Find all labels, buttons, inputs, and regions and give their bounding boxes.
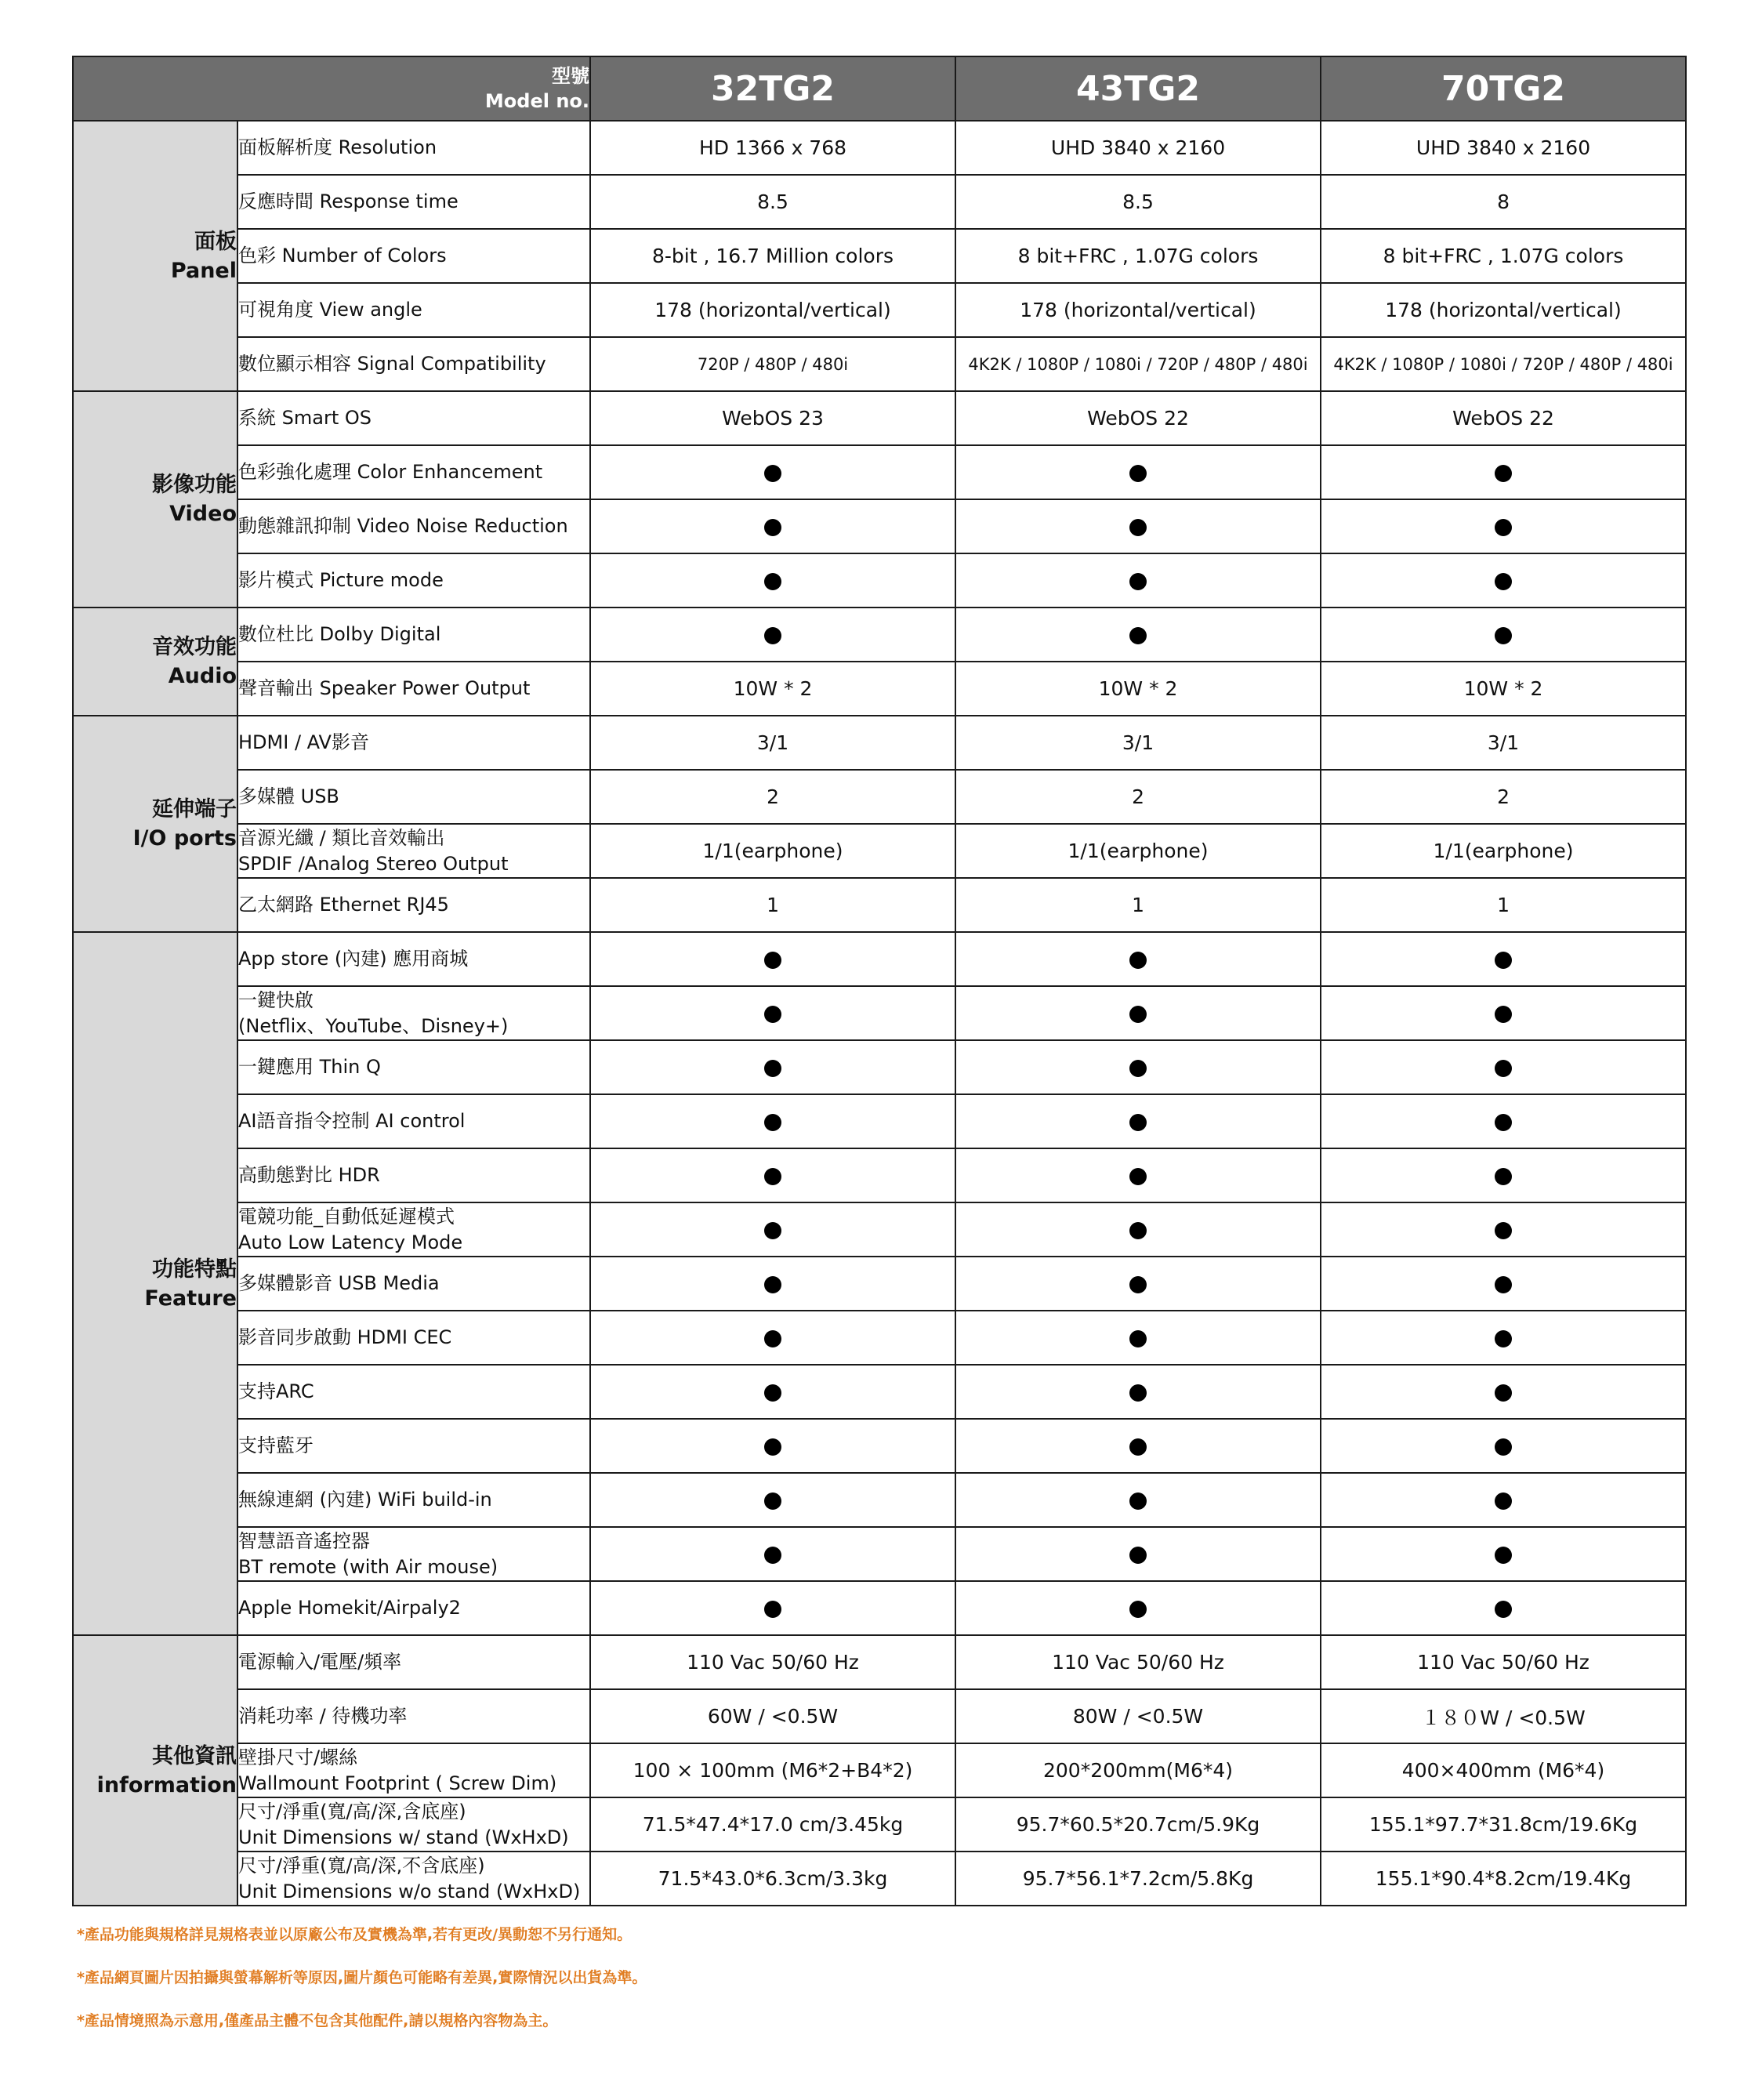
feature-label xyxy=(237,1148,590,1202)
supported-dot-icon xyxy=(1129,573,1147,590)
model-43tg2: 43TG2 xyxy=(955,56,1321,121)
spec-value xyxy=(590,1527,955,1581)
spec-value xyxy=(590,1148,955,1202)
spec-value: 10W * 2 xyxy=(590,662,955,716)
supported-dot-icon xyxy=(764,1006,781,1023)
category-cell xyxy=(73,1635,237,1906)
spec-value: １８０W / <0.5W xyxy=(1321,1689,1686,1743)
feature-label-line: 尺寸/淨重(寬/高/深,含底座) xyxy=(238,1800,466,1823)
spec-value: WebOS 23 xyxy=(590,391,955,445)
spec-value xyxy=(955,1094,1321,1148)
spec-value: 400×400mm (M6*4) xyxy=(1321,1743,1686,1797)
supported-dot-icon xyxy=(764,627,781,644)
feature-label-line: 乙太網路 Ethernet RJ45 xyxy=(238,894,449,916)
supported-dot-icon xyxy=(1495,1330,1512,1347)
spec-value: 3/1 xyxy=(590,716,955,770)
spec-value xyxy=(955,1040,1321,1094)
spec-value: 8 bit+FRC , 1.07G colors xyxy=(1321,229,1686,283)
category-cell xyxy=(73,121,237,391)
spec-row xyxy=(73,932,1686,986)
spec-value: 178 (horizontal/vertical) xyxy=(1321,283,1686,337)
spec-value xyxy=(955,553,1321,608)
spec-row xyxy=(73,1202,1686,1257)
footnotes xyxy=(77,1924,1566,2054)
supported-dot-icon xyxy=(1129,1060,1147,1077)
spec-value xyxy=(1321,445,1686,499)
spec-value: 3/1 xyxy=(955,716,1321,770)
spec-value: 155.1*97.7*31.8cm/19.6Kg xyxy=(1321,1797,1686,1852)
feature-label-line: 面板解析度 Resolution xyxy=(238,136,437,158)
supported-dot-icon xyxy=(1129,1222,1147,1239)
spec-value xyxy=(1321,1094,1686,1148)
feature-label-line: 壁掛尺寸/螺絲 xyxy=(238,1746,358,1768)
spec-value: 110 Vac 50/60 Hz xyxy=(1321,1635,1686,1689)
category-cell xyxy=(73,716,237,932)
spec-value: 3/1 xyxy=(1321,716,1686,770)
spec-value xyxy=(1321,608,1686,662)
supported-dot-icon xyxy=(1495,952,1512,969)
spec-value xyxy=(955,1202,1321,1257)
category-name-zh: 音效功能 xyxy=(152,635,237,659)
feature-label-line: 電競功能_自動低延遲模式 xyxy=(238,1205,455,1228)
feature-label xyxy=(237,1094,590,1148)
spec-row xyxy=(73,770,1686,824)
spec-value xyxy=(955,445,1321,499)
spec-value xyxy=(1321,1257,1686,1311)
supported-dot-icon xyxy=(1495,465,1512,482)
spec-value: 1/1(earphone) xyxy=(1321,824,1686,878)
feature-label-line: 可視角度 View angle xyxy=(238,299,422,321)
spec-row xyxy=(73,499,1686,553)
spec-value: 95.7*60.5*20.7cm/5.9Kg xyxy=(955,1797,1321,1852)
spec-value: HD 1366 x 768 xyxy=(590,121,955,175)
spec-value xyxy=(955,1257,1321,1311)
category-name-en: Audio xyxy=(168,664,237,688)
feature-label xyxy=(237,1797,590,1852)
feature-label-line: 一鍵應用 Thin Q xyxy=(238,1056,381,1078)
supported-dot-icon xyxy=(764,1547,781,1564)
supported-dot-icon xyxy=(764,1222,781,1239)
spec-row xyxy=(73,1148,1686,1202)
spec-row xyxy=(73,608,1686,662)
feature-label-line: 支持ARC xyxy=(238,1380,314,1402)
feature-label-line: 高動態對比 HDR xyxy=(238,1164,380,1186)
spec-value: 2 xyxy=(1321,770,1686,824)
spec-value xyxy=(590,553,955,608)
supported-dot-icon xyxy=(764,1060,781,1077)
feature-label xyxy=(237,932,590,986)
spec-value xyxy=(955,499,1321,553)
feature-label xyxy=(237,1635,590,1689)
feature-label xyxy=(237,229,590,283)
spec-value xyxy=(1321,1311,1686,1365)
spec-value xyxy=(1321,1148,1686,1202)
spec-value: 4K2K / 1080P / 1080i / 720P / 480P / 480i xyxy=(1321,337,1686,391)
feature-label-line: Wallmount Footprint ( Screw Dim) xyxy=(238,1772,557,1794)
category-name-zh: 影像功能 xyxy=(152,473,237,497)
spec-value xyxy=(1321,932,1686,986)
spec-row xyxy=(73,662,1686,716)
feature-label-line: 數位顯示相容 Signal Compatibility xyxy=(238,353,546,375)
supported-dot-icon xyxy=(1129,627,1147,644)
supported-dot-icon xyxy=(1129,1601,1147,1618)
feature-label xyxy=(237,553,590,608)
spec-value: 71.5*47.4*17.0 cm/3.45kg xyxy=(590,1797,955,1852)
supported-dot-icon xyxy=(764,1168,781,1185)
supported-dot-icon xyxy=(764,1438,781,1456)
spec-value: 10W * 2 xyxy=(955,662,1321,716)
spec-value xyxy=(1321,1365,1686,1419)
feature-label-line: BT remote (with Air mouse) xyxy=(238,1555,498,1578)
footnote: *產品情境照為示意用,僅產品主體不包含其他配件,請以規格內容物為主。 xyxy=(77,2012,558,2029)
feature-label xyxy=(237,1473,590,1527)
feature-label xyxy=(237,1311,590,1365)
category-cell xyxy=(73,391,237,608)
category-name-zh: 功能特點 xyxy=(152,1257,237,1282)
spec-value xyxy=(590,1419,955,1473)
spec-value xyxy=(590,1094,955,1148)
feature-label-line: 反應時間 Response time xyxy=(238,190,459,212)
feature-label-line: 系統 Smart OS xyxy=(238,407,372,429)
spec-row xyxy=(73,121,1686,175)
supported-dot-icon xyxy=(764,1492,781,1510)
spec-value xyxy=(590,1202,955,1257)
feature-label-line: 智慧語音遙控器 xyxy=(238,1529,370,1552)
spec-value xyxy=(590,932,955,986)
spec-value xyxy=(590,986,955,1040)
supported-dot-icon xyxy=(1129,1438,1147,1456)
spec-value xyxy=(955,1527,1321,1581)
supported-dot-icon xyxy=(1495,1384,1512,1402)
feature-label xyxy=(237,1852,590,1906)
spec-value: 1 xyxy=(955,878,1321,932)
feature-label xyxy=(237,121,590,175)
spec-value: 1/1(earphone) xyxy=(955,824,1321,878)
supported-dot-icon xyxy=(764,1384,781,1402)
spec-value xyxy=(955,1419,1321,1473)
spec-value xyxy=(955,1581,1321,1635)
feature-label-line: 多媒體 USB xyxy=(238,785,339,807)
spec-value: 100 × 100mm (M6*2+B4*2) xyxy=(590,1743,955,1797)
feature-label xyxy=(237,770,590,824)
feature-label-line: AI語音指令控制 AI control xyxy=(238,1110,466,1132)
feature-label xyxy=(237,1257,590,1311)
spec-row xyxy=(73,1527,1686,1581)
feature-label-line: HDMI / AV影音 xyxy=(238,731,369,753)
feature-label xyxy=(237,175,590,229)
feature-label xyxy=(237,1527,590,1581)
spec-value xyxy=(1321,1527,1686,1581)
supported-dot-icon xyxy=(1495,1547,1512,1564)
spec-value xyxy=(590,499,955,553)
feature-label xyxy=(237,1202,590,1257)
spec-value: 720P / 480P / 480i xyxy=(590,337,955,391)
spec-value: 10W * 2 xyxy=(1321,662,1686,716)
supported-dot-icon xyxy=(1129,465,1147,482)
spec-value xyxy=(1321,1040,1686,1094)
spec-value: 155.1*90.4*8.2cm/19.4Kg xyxy=(1321,1852,1686,1906)
supported-dot-icon xyxy=(764,1601,781,1618)
spec-value xyxy=(955,1473,1321,1527)
spec-row xyxy=(73,1094,1686,1148)
feature-label xyxy=(237,1581,590,1635)
footnote: *產品功能與規格詳見規格表並以原廠公布及實機為準,若有更改/異動恕不另行通知。 xyxy=(77,1926,633,1943)
spec-value: 178 (horizontal/vertical) xyxy=(590,283,955,337)
supported-dot-icon xyxy=(1495,1492,1512,1510)
spec-row xyxy=(73,716,1686,770)
supported-dot-icon xyxy=(1495,519,1512,536)
model-70tg2: 70TG2 xyxy=(1321,56,1686,121)
spec-value: 8 bit+FRC , 1.07G colors xyxy=(955,229,1321,283)
feature-label-line: 影音同步啟動 HDMI CEC xyxy=(238,1326,452,1348)
spec-row xyxy=(73,337,1686,391)
feature-label xyxy=(237,283,590,337)
spec-value xyxy=(1321,553,1686,608)
feature-label xyxy=(237,878,590,932)
spec-value: WebOS 22 xyxy=(955,391,1321,445)
spec-row xyxy=(73,175,1686,229)
feature-label-line: Unit Dimensions w/o stand (WxHxD) xyxy=(238,1880,581,1902)
spec-value xyxy=(590,1257,955,1311)
category-name-zh: 面板 xyxy=(194,229,237,254)
supported-dot-icon xyxy=(764,952,781,969)
spec-value xyxy=(590,1311,955,1365)
spec-value: 2 xyxy=(590,770,955,824)
feature-label-line: 消耗功率 / 待機功率 xyxy=(238,1705,408,1727)
supported-dot-icon xyxy=(1495,1222,1512,1239)
spec-value xyxy=(590,445,955,499)
spec-row xyxy=(73,1040,1686,1094)
header-row xyxy=(73,56,1686,121)
spec-row xyxy=(73,1581,1686,1635)
feature-label-line: 音源光纖 / 類比音效輸出 xyxy=(238,826,445,849)
feature-label-line: 電源輸入/電壓/頻率 xyxy=(238,1651,402,1673)
category-name-en: I/O ports xyxy=(132,826,237,851)
supported-dot-icon xyxy=(1495,1601,1512,1618)
supported-dot-icon xyxy=(764,1330,781,1347)
supported-dot-icon xyxy=(1495,627,1512,644)
supported-dot-icon xyxy=(764,573,781,590)
feature-label-line: Auto Low Latency Mode xyxy=(238,1231,463,1253)
spec-value xyxy=(955,986,1321,1040)
feature-label-line: 無線連網 (內建) WiFi build-in xyxy=(238,1489,492,1511)
feature-label xyxy=(237,391,590,445)
spec-row xyxy=(73,1852,1686,1906)
feature-label-line: Unit Dimensions w/ stand (WxHxD) xyxy=(238,1826,569,1848)
spec-row xyxy=(73,824,1686,878)
category-name-en: information xyxy=(96,1772,237,1797)
spec-value xyxy=(955,1148,1321,1202)
feature-label-line: 多媒體影音 USB Media xyxy=(238,1272,440,1294)
footnote: *產品網頁圖片因拍攝與螢幕解析等原因,圖片顏色可能略有差異,實際情況以出貨為準。 xyxy=(77,1969,647,1986)
spec-value: 178 (horizontal/vertical) xyxy=(955,283,1321,337)
spec-row xyxy=(73,1419,1686,1473)
supported-dot-icon xyxy=(1495,573,1512,590)
feature-label-line: 支持藍牙 xyxy=(238,1434,314,1456)
feature-label xyxy=(237,824,590,878)
spec-row xyxy=(73,553,1686,608)
supported-dot-icon xyxy=(1129,519,1147,536)
spec-value xyxy=(1321,499,1686,553)
category-name-en: Video xyxy=(169,502,237,526)
spec-value xyxy=(1321,1473,1686,1527)
feature-label xyxy=(237,1689,590,1743)
supported-dot-icon xyxy=(1129,952,1147,969)
spec-value xyxy=(1321,1202,1686,1257)
model-label-en: Model no. xyxy=(484,90,590,112)
feature-label xyxy=(237,662,590,716)
spec-row xyxy=(73,1257,1686,1311)
spec-value: 71.5*43.0*6.3cm/3.3kg xyxy=(590,1852,955,1906)
feature-label-line: 一鍵快啟 xyxy=(238,988,314,1011)
spec-value xyxy=(590,1040,955,1094)
spec-value xyxy=(955,608,1321,662)
spec-row xyxy=(73,1473,1686,1527)
spec-value: 4K2K / 1080P / 1080i / 720P / 480P / 480i xyxy=(955,337,1321,391)
feature-label-line: Apple Homekit/Airpaly2 xyxy=(238,1597,461,1619)
supported-dot-icon xyxy=(1129,1276,1147,1293)
feature-label-line: (Netflix、YouTube、Disney+) xyxy=(238,1014,509,1037)
supported-dot-icon xyxy=(1129,1492,1147,1510)
spec-row xyxy=(73,986,1686,1040)
model-32tg2: 32TG2 xyxy=(590,56,955,121)
spec-row xyxy=(73,229,1686,283)
category-cell xyxy=(73,932,237,1635)
spec-value: 110 Vac 50/60 Hz xyxy=(955,1635,1321,1689)
feature-label-line: 動態雜訊抑制 Video Noise Reduction xyxy=(238,515,568,537)
spec-value: 80W / <0.5W xyxy=(955,1689,1321,1743)
spec-row xyxy=(73,283,1686,337)
spec-value: 1 xyxy=(590,878,955,932)
feature-label xyxy=(237,608,590,662)
spec-value: 2 xyxy=(955,770,1321,824)
supported-dot-icon xyxy=(1495,1438,1512,1456)
supported-dot-icon xyxy=(1495,1276,1512,1293)
category-name-en: Feature xyxy=(144,1286,237,1311)
feature-label-line: 尺寸/淨重(寬/高/深,不含底座) xyxy=(238,1854,485,1877)
spec-value: 95.7*56.1*7.2cm/5.8Kg xyxy=(955,1852,1321,1906)
spec-row xyxy=(73,445,1686,499)
spec-value: 200*200mm(M6*4) xyxy=(955,1743,1321,1797)
model-label xyxy=(73,56,590,121)
spec-row xyxy=(73,878,1686,932)
spec-value: 1 xyxy=(1321,878,1686,932)
feature-label-line: 聲音輸出 Speaker Power Output xyxy=(238,677,531,699)
supported-dot-icon xyxy=(1129,1114,1147,1131)
spec-row xyxy=(73,1797,1686,1852)
feature-label-line: App store (內建) 應用商城 xyxy=(238,948,469,970)
spec-value: WebOS 22 xyxy=(1321,391,1686,445)
supported-dot-icon xyxy=(764,1114,781,1131)
spec-row xyxy=(73,1365,1686,1419)
feature-label xyxy=(237,445,590,499)
feature-label xyxy=(237,716,590,770)
spec-value: UHD 3840 x 2160 xyxy=(1321,121,1686,175)
feature-label-line: SPDIF /Analog Stereo Output xyxy=(238,852,509,875)
feature-label-line: 數位杜比 Dolby Digital xyxy=(238,623,441,645)
category-name-en: Panel xyxy=(170,258,237,283)
supported-dot-icon xyxy=(1495,1006,1512,1023)
spec-value: 1/1(earphone) xyxy=(590,824,955,878)
supported-dot-icon xyxy=(764,1276,781,1293)
spec-value xyxy=(590,1365,955,1419)
spec-value xyxy=(955,1311,1321,1365)
spec-value xyxy=(955,1365,1321,1419)
feature-label xyxy=(237,337,590,391)
feature-label xyxy=(237,986,590,1040)
feature-label xyxy=(237,499,590,553)
supported-dot-icon xyxy=(1495,1114,1512,1131)
spec-row xyxy=(73,1311,1686,1365)
feature-label xyxy=(237,1419,590,1473)
spec-table xyxy=(72,56,1687,1906)
supported-dot-icon xyxy=(764,465,781,482)
supported-dot-icon xyxy=(1129,1384,1147,1402)
spec-value: UHD 3840 x 2160 xyxy=(955,121,1321,175)
spec-row xyxy=(73,1635,1686,1689)
category-name-zh: 延伸端子 xyxy=(152,797,237,822)
spec-value: 8 xyxy=(1321,175,1686,229)
category-cell xyxy=(73,608,237,716)
feature-label xyxy=(237,1365,590,1419)
spec-row xyxy=(73,1689,1686,1743)
spec-value xyxy=(955,932,1321,986)
spec-row xyxy=(73,1743,1686,1797)
spec-value: 110 Vac 50/60 Hz xyxy=(590,1635,955,1689)
spec-value: 60W / <0.5W xyxy=(590,1689,955,1743)
supported-dot-icon xyxy=(1129,1168,1147,1185)
supported-dot-icon xyxy=(1495,1060,1512,1077)
feature-label-line: 影片模式 Picture mode xyxy=(238,569,444,591)
feature-label xyxy=(237,1040,590,1094)
feature-label xyxy=(237,1743,590,1797)
spec-value xyxy=(590,1473,955,1527)
supported-dot-icon xyxy=(764,519,781,536)
feature-label-line: 色彩 Number of Colors xyxy=(238,245,447,267)
category-name-zh: 其他資訊 xyxy=(152,1743,237,1768)
spec-value xyxy=(1321,1419,1686,1473)
spec-row xyxy=(73,391,1686,445)
supported-dot-icon xyxy=(1129,1006,1147,1023)
spec-value: 8.5 xyxy=(590,175,955,229)
spec-value xyxy=(1321,986,1686,1040)
feature-label-line: 色彩強化處理 Color Enhancement xyxy=(238,461,543,483)
spec-value xyxy=(590,608,955,662)
spec-value xyxy=(1321,1581,1686,1635)
spec-value: 8-bit , 16.7 Million colors xyxy=(590,229,955,283)
model-label-zh: 型號 xyxy=(552,65,590,87)
spec-value: 8.5 xyxy=(955,175,1321,229)
spec-value xyxy=(590,1581,955,1635)
supported-dot-icon xyxy=(1495,1168,1512,1185)
supported-dot-icon xyxy=(1129,1330,1147,1347)
supported-dot-icon xyxy=(1129,1547,1147,1564)
